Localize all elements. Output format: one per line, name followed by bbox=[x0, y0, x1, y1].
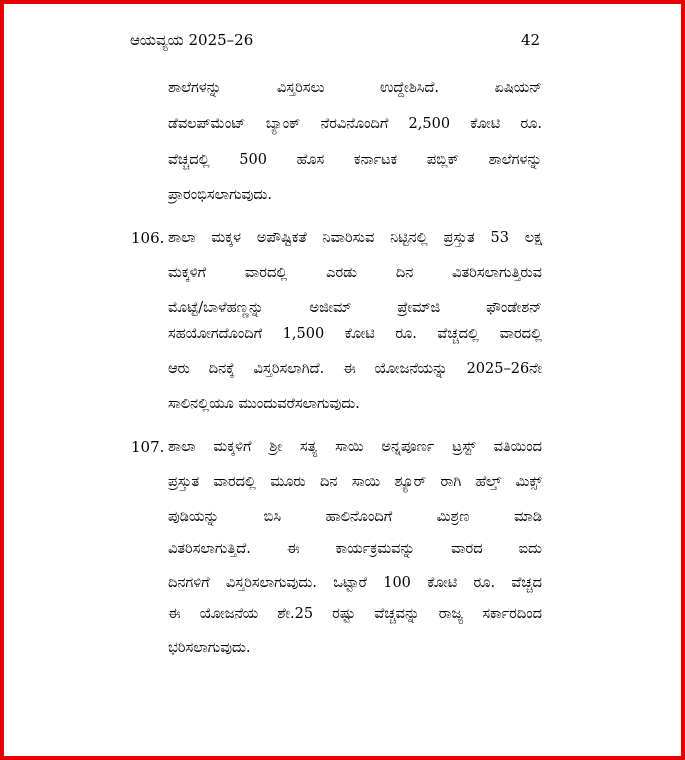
paragraph-line: ಡೆವಲಪ್‌ಮೆಂಟ್ ಬ್ಯಾಂಕ್ ನೆರವಿನೊಂದಿಗೆ 2,500 ಕೋಟಿ ರೂ. bbox=[168, 116, 542, 132]
paragraph-line: ಪ್ರಾರಂಭಿಸಲಾಗುವುದು. bbox=[168, 187, 272, 203]
paragraph-line: ಶಾಲಾ ಮಕ್ಕಳಿಗೆ ಶ್ರೀ ಸತ್ಯ ಸಾಯಿ ಅನ್ನಪೂರ್ಣ ಟ್ರಸ್ಟ್ ವತಿಯಿಂದ bbox=[168, 439, 542, 455]
paragraph-line: ಮೊಟ್ಟೆ/ಬಾಳೆಹಣ್ಣನ್ನು ಅಜೀಮ್ ಪ್ರೇಮ್‌ಜಿ ಫೌಂಡೇಶನ್ bbox=[168, 300, 542, 316]
page-number: 42 bbox=[521, 31, 541, 49]
paragraph-line: ಮಕ್ಕಳಿಗೆ ವಾರದಲ್ಲಿ ಎರಡು ದಿನ ವಿತರಿಸಲಾಗುತ್ತಿರುವ bbox=[168, 265, 542, 281]
paragraph-line: ವಿತರಿಸಲಾಗುತ್ತಿದೆ. ಈ ಕಾರ್ಯಕ್ರಮವನ್ನು ವಾರದ ಐದು bbox=[168, 541, 542, 557]
paragraph-line: ಸಾಲಿನಲ್ಲಿಯೂ ಮುಂದುವರೆಸಲಾಗುವುದು. bbox=[168, 396, 360, 412]
paragraph-line: ಶಾಲೆಗಳನ್ನು ವಿಸ್ತರಿಸಲು ಉದ್ದೇಶಿಸಿದೆ. ಏಷಿಯನ್ bbox=[168, 80, 542, 96]
paragraph-line: ಪ್ರಸ್ತುತ ವಾರದಲ್ಲಿ ಮೂರು ದಿನ ಸಾಯಿ ಶ್ಯೂರ್ ರಾಗಿ ಹೆಲ್ತ್ ಮಿಕ್ಸ್ bbox=[168, 474, 542, 490]
paragraph-line: ವೆಚ್ಚದಲ್ಲಿ 500 ಹೊಸ ಕರ್ನಾಟಕ ಪಬ್ಲಿಕ್ ಶಾಲೆಗಳನ್ನು bbox=[168, 152, 542, 168]
paragraph-line: ಶಾಲಾ ಮಕ್ಕಳ ಅಪೌಷ್ಟಿಕತೆ ನಿವಾರಿಸುವ ನಿಟ್ಟಿನಲ್ಲಿ ಪ್ರಸ್ತುತ 53 ಲಕ್ಷ bbox=[168, 230, 542, 246]
page-header-title: ಆಯವ್ಯಯ 2025–26 bbox=[130, 31, 254, 49]
paragraph-line: ಈ ಯೋಜನೆಯ ಶೇ.25 ರಷ್ಟು ವೆಚ್ಚವನ್ನು ರಾಜ್ಯ ಸರ್ಕಾರದಿಂದ bbox=[168, 606, 542, 622]
paragraph-line: ಸಹಯೋಗದೊಂದಿಗೆ 1,500 ಕೋಟಿ ರೂ. ವೆಚ್ಚದಲ್ಲಿ ವಾರದಲ್ಲಿ bbox=[168, 326, 542, 342]
paragraph-line: ದಿನಗಳಿಗೆ ವಿಸ್ತರಿಸಲಾಗುವುದು. ಒಟ್ಟಾರೆ 100 ಕೋಟಿ ರೂ. ವೆಚ್ಚದ bbox=[168, 575, 542, 591]
paragraph-line: ಆರು ದಿನಕ್ಕೆ ವಿಸ್ತರಿಸಲಾಗಿದೆ. ಈ ಯೋಜನೆಯನ್ನು 2025–26ನೇ bbox=[168, 361, 542, 377]
paragraph-number: 106. bbox=[131, 229, 165, 247]
paragraph-number: 107. bbox=[131, 438, 165, 456]
paragraph-line: ಭರಿಸಲಾಗುವುದು. bbox=[168, 640, 251, 656]
paragraph-line: ಪುಡಿಯನ್ನು ಬಿಸಿ ಹಾಲಿನೊಂದಿಗೆ ಮಿಶ್ರಣ ಮಾಡಿ bbox=[168, 509, 542, 525]
